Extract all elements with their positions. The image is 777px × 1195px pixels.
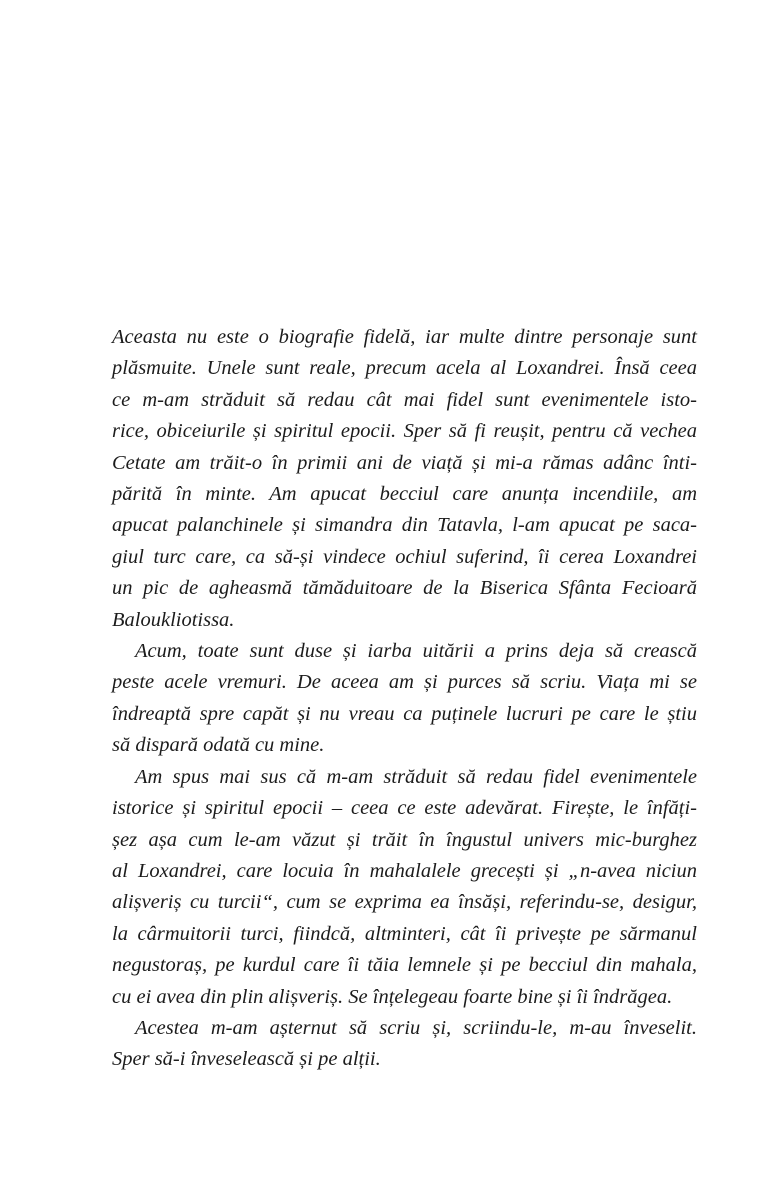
text-line: alișveriș cu turcii“, cum se exprima ea însăși, referindu-se, desigur, <box>112 891 697 914</box>
text-line: ce m-am străduit să redau cât mai fidel sunt evenimentele isto- <box>112 388 697 411</box>
text-line: negustoraș, pe kurdul care îi tăia lemnele și pe becciul din mahala, <box>112 954 697 977</box>
text-line: Am spus mai sus că m-am străduit să redau fidel evenimentele <box>135 765 697 788</box>
paragraph <box>112 1013 697 1076</box>
text-line: la cârmuitorii turci, fiindcă, altminteri, cât îi privește pe sărmanul <box>112 922 697 945</box>
text-line: îndreaptă spre capăt și nu vreau ca puținele lucruri pe care le știu <box>112 702 697 725</box>
text-line: Acum, toate sunt duse și iarba uitării a prins deja să crească <box>135 640 697 663</box>
preface-text-block <box>112 322 697 1076</box>
text-line: giul turc care, ca să-și vindece ochiul suferind, îi cerea Loxandrei <box>112 545 697 568</box>
text-line: părită în minte. Am apucat becciul care anunța incendiile, am <box>112 483 697 506</box>
paragraph <box>112 636 697 762</box>
text-line: Baloukliotissa. <box>112 608 235 631</box>
text-line: Sper să-i înveselească și pe alții. <box>112 1048 381 1071</box>
text-line: rice, obiceiurile și spiritul epocii. Sper să fi reușit, pentru că vechea <box>112 420 697 443</box>
paragraph <box>112 762 697 1013</box>
text-line: Acestea m-am așternut să scriu și, scriindu-le, m-au înveselit. <box>135 1016 697 1039</box>
paragraph <box>112 322 697 636</box>
text-line: un pic de agheasmă tămăduitoare de la Biserica Sfânta Fecioară <box>112 577 697 600</box>
text-line: plăsmuite. Unele sunt reale, precum acela al Loxandrei. Însă ceea <box>112 357 697 380</box>
text-line: Aceasta nu este o biografie fidelă, iar multe dintre personaje sunt <box>112 326 697 348</box>
text-line: al Loxandrei, care locuia în mahalalele grecești și „n-avea niciun <box>112 859 697 882</box>
text-line: Cetate am trăit-o în primii ani de viață și mi-a rămas adânc înti- <box>112 451 697 474</box>
text-line: să dispară odată cu mine. <box>112 734 325 757</box>
text-line: șez așa cum le-am văzut și trăit în îngustul univers mic-burghez <box>112 828 697 851</box>
text-line: apucat palanchinele și simandra din Tatavla, l-am apucat pe saca- <box>112 514 697 537</box>
text-line: istorice și spiritul epocii – ceea ce este adevărat. Firește, le înfăți- <box>112 797 697 820</box>
text-line: peste acele vremuri. De aceea am și purces să scriu. Viața mi se <box>112 671 697 694</box>
text-line: cu ei avea din plin alișveriș. Se înțelegeau foarte bine și îi îndrăgea. <box>112 985 673 1008</box>
